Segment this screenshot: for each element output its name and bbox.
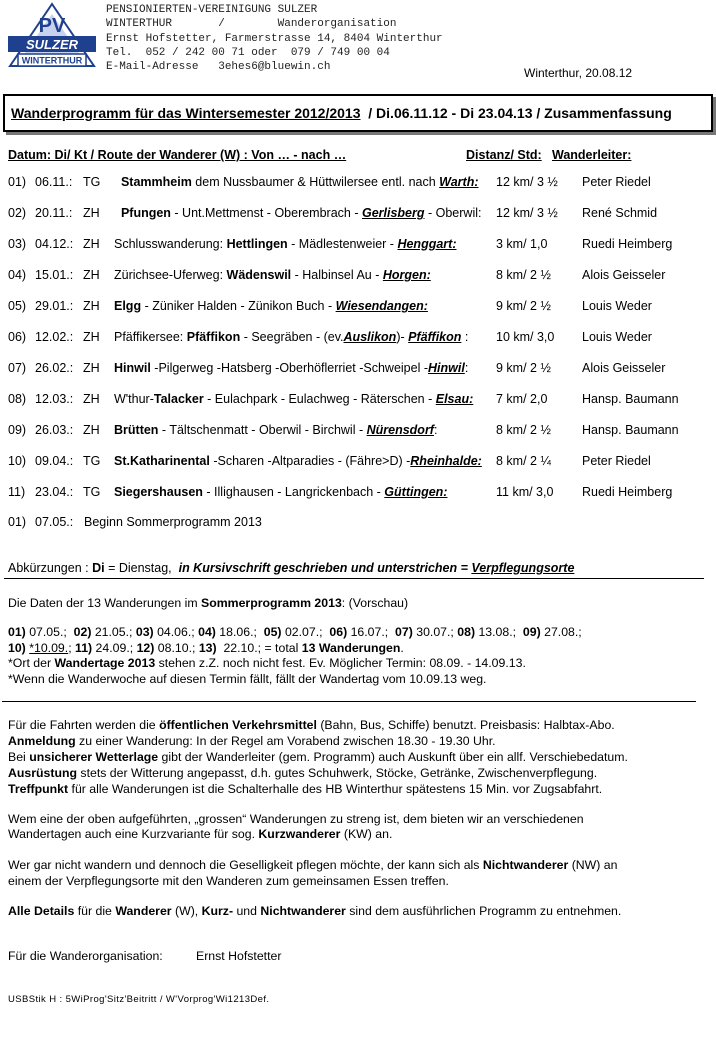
logo-sulzer-text: SULZER: [26, 37, 78, 52]
hike-number: 10): [8, 454, 27, 468]
kurz2-a: Wandertagen auch eine Kurzvariante für sog.: [8, 827, 259, 841]
info-registration: [8, 733, 496, 749]
summer-intro-b: Sommerprogramm 2013: [201, 596, 342, 610]
route-segment: Wart​h:: [439, 175, 479, 189]
text-segment: und: [233, 904, 261, 918]
hike-canton: TG: [83, 454, 101, 468]
hike-leader: Louis Weder: [582, 299, 652, 313]
hike-route: [114, 299, 428, 313]
text-segment: 07): [395, 625, 413, 639]
route-segment: -: [400, 330, 409, 344]
text-segment: 04): [198, 625, 216, 639]
info-meeting-point: [8, 781, 602, 797]
divider: [2, 701, 696, 702]
info-equipment: [8, 765, 597, 781]
hike-leader: René Schmid: [582, 206, 658, 220]
route-segment: - Illighausen - Langrickenbach -: [202, 485, 385, 499]
text-segment: 06): [329, 625, 348, 639]
route-segment: [114, 206, 121, 220]
hike-distance: 8 km/ 2 ½: [496, 268, 551, 282]
route-segment: - Seegräben -: [240, 330, 324, 344]
hike-route: [114, 485, 447, 499]
text-segment: 30.07.;: [412, 625, 458, 639]
abbrev-label: Abkürzungen :: [8, 561, 93, 575]
hike-number: 02): [8, 206, 27, 220]
route-segment: :: [433, 423, 438, 437]
text-segment: 21.05.;: [91, 625, 136, 639]
note1-a: *Ort der: [8, 656, 55, 670]
text-segment: Für die Fahrten werden die: [8, 718, 160, 732]
route-segment: Brütten: [114, 423, 159, 437]
hike-route: [114, 423, 437, 437]
hike-canton: ZH: [83, 423, 100, 437]
hike-date: 04.12.:: [35, 237, 74, 251]
route-segment: (ev.: [323, 330, 344, 344]
table-header-route: Datum: Di/ Kt / Route der Wanderer (W) : Von … - nach …: [8, 148, 347, 162]
text-segment: 07.05.;: [25, 625, 74, 639]
logo-winterthur-text: WINTERTHUR: [21, 55, 83, 66]
info-transport: [8, 717, 615, 733]
title-dates: / Di.06.11.12 - Di 23.04.13 / Zusammenfassung: [360, 105, 672, 121]
text-segment: Ausrüstung: [8, 766, 77, 780]
hike-date: 12.03.:: [35, 392, 74, 406]
summer-intro-c: : (Vorschau): [341, 596, 409, 610]
hike-date: 15.01.:: [35, 268, 74, 282]
note1-c: stehen z.Z. noch nicht fest. Ev. Möglicher Termin: 08.09. - 14.09.13.: [155, 656, 526, 670]
abbrev-italic-text: in Kursivschrift geschrieben und unterstrichen =: [178, 561, 472, 575]
text-segment: Wanderer: [115, 904, 172, 918]
route-segment: Gerlisberg: [361, 206, 425, 220]
text-segment: Alle Details: [8, 904, 75, 918]
text-segment: (Bahn, Bus, Schiffe) benutzt. Preisbasis: Halbtax-Abo.: [316, 718, 615, 732]
hike-distance: 11 km/ 3,0: [496, 485, 554, 499]
hike-leader: Hansp. Baumann: [582, 392, 679, 406]
route-segment: ): [396, 330, 401, 344]
extra-number: 01): [8, 515, 27, 529]
org-line: E-Mail-Adresse 3ehes6@bluewin.ch: [106, 61, 331, 74]
summer-dates-line-1: [8, 624, 582, 640]
hike-date: 09.04.:: [35, 454, 74, 468]
route-segment: Talacker: [153, 392, 204, 406]
title-main: Wanderprogramm für das Wintersemester 2012/2013: [11, 105, 361, 121]
text-segment: öffentlichen Verkehrsmittel: [159, 718, 317, 732]
hike-date: 29.01.:: [35, 299, 74, 313]
route-segment: Güttingen:: [384, 485, 448, 499]
hike-route: [114, 392, 473, 406]
hike-route: [114, 175, 479, 189]
hike-route: [114, 361, 468, 375]
text-segment: 01): [8, 625, 26, 639]
route-segment: Pfäffikon: [408, 330, 462, 344]
hike-distance: 10 km/ 3,0: [496, 330, 555, 344]
text-segment: für alle Wanderungen ist die Schalterhalle des HB Winterthur spätestens 15 Min. vor Zugsabfahrt.: [68, 782, 603, 796]
hike-canton: ZH: [83, 206, 100, 220]
text-segment: Bei: [8, 750, 30, 764]
hike-date: 12.02.:: [35, 330, 74, 344]
pv-sulzer-logo: [6, 2, 98, 68]
route-segment: dem Nussbaumer & Hüttwilersee entl. nach: [191, 175, 440, 189]
info-weather: [8, 749, 628, 765]
text-segment: zu einer Wanderung: In der Regel am Vorabend zwischen 18.30 - 19.30 Uhr.: [75, 734, 496, 748]
org-line: PENSIONIERTEN-VEREINIGUNG SULZER: [106, 4, 318, 16]
extra-text: Beginn Sommerprogramm 2013: [84, 515, 262, 529]
route-segment: Nürensdorf: [366, 423, 434, 437]
hike-number: 11): [8, 485, 26, 499]
hike-leader: Hansp. Baumann: [582, 423, 679, 437]
hike-distance: 9 km/ 2 ½: [496, 361, 551, 375]
summer-note-2: *Wenn die Wanderwoche auf diesen Termin fällt, fällt der Wandertag vom 10.09.13 weg.: [8, 672, 487, 686]
nicht-line-1: [8, 857, 617, 873]
route-segment: Schlusswanderung:: [114, 237, 227, 251]
signature-label: Für die Wanderorganisation:: [8, 949, 163, 963]
text-segment: 08): [457, 625, 476, 639]
title-box: [3, 94, 713, 132]
hike-number: 01): [8, 175, 27, 189]
text-segment: 05): [263, 625, 282, 639]
route-segment: Stammheim: [120, 175, 192, 189]
text-segment: *10.09.: [29, 641, 69, 655]
hike-distance: 8 km/ 2 ½: [496, 423, 551, 437]
hike-leader: Peter Riedel: [582, 454, 651, 468]
text-segment: 02): [73, 625, 92, 639]
hike-date: 20.11.:: [35, 206, 73, 220]
hike-distance: 8 km/ 2 ¼: [496, 454, 551, 468]
hike-canton: TG: [83, 485, 101, 499]
hike-leader: Ruedi Heimberg: [582, 485, 673, 499]
text-segment: stets der Witterung angepasst, d.h. gutes Schuhwerk, Stöcke, Getränke, Zwischenverpflegung.: [77, 766, 598, 780]
hike-distance: 12 km/ 3 ½: [496, 175, 558, 189]
route-segment: Hettlingen: [226, 237, 288, 251]
file-path-footer: USBStik H : 5WiProg'Sitz'Beitritt / W'Vorprog'Wi1213Def.: [8, 994, 270, 1005]
hike-canton: ZH: [83, 392, 100, 406]
abbrev-verpflegungsorte: Verpflegungsorte: [471, 561, 575, 575]
divider: [4, 578, 704, 579]
text-segment: gibt der Wanderleiter (gem. Programm) auch Auskunft über ein allf. Verschiebedatum.: [158, 750, 628, 764]
route-segment: -Scharen -Altparadies - (Fähre>D) -: [209, 454, 411, 468]
text-segment: 18.06.;: [215, 625, 264, 639]
text-segment: 22.10.; = total: [216, 641, 302, 655]
hike-number: 09): [8, 423, 27, 437]
hike-canton: ZH: [83, 299, 100, 313]
abbreviations-line: [8, 561, 574, 575]
summer-note-1: [8, 655, 526, 671]
text-segment: 13.08.;: [475, 625, 523, 639]
text-segment: sind dem ausführlichen Programm zu entnehmen.: [345, 904, 622, 918]
org-line: Ernst Hofstetter, Farmerstrasse 14, 8404 Winterthur: [106, 32, 443, 45]
hike-leader: Alois Geisseler: [582, 361, 666, 375]
hike-distance: 9 km/ 2 ½: [496, 299, 551, 313]
route-segment: - Eulachpark - Eulachweg - Räterschen -: [203, 392, 436, 406]
text-segment: Anmeldung: [8, 734, 76, 748]
nicht1-a: Wer gar nicht wandern und dennoch die Geselligkeit pflegen möchte, der kann sich als: [8, 858, 483, 872]
route-segment: Rheinhalde:: [410, 454, 482, 468]
hike-distance: 12 km/ 3 ½: [496, 206, 558, 220]
hike-number: 05): [8, 299, 27, 313]
text-segment: ;: [68, 641, 76, 655]
hike-canton: ZH: [83, 330, 100, 344]
summer-intro: [8, 595, 408, 611]
text-segment: 03): [135, 625, 154, 639]
text-segment: 27.08.;: [540, 625, 582, 639]
text-segment: unsicherer Wetterlage: [29, 750, 159, 764]
hike-number: 07): [8, 361, 27, 375]
text-segment: 04.06.;: [153, 625, 199, 639]
text-segment: für die: [74, 904, 116, 918]
summer-dates-line-2: [8, 640, 404, 656]
table-header-leader: Wanderleiter:: [552, 148, 632, 162]
route-segment: Horgen:: [382, 268, 431, 282]
kurz-line-1: Wem eine der oben aufgeführten, „grossen“ Wanderungen zu streng ist, dem bieten wir an verschiedenen: [8, 812, 584, 826]
org-address-block: [106, 3, 443, 74]
route-segment: [114, 175, 121, 189]
abbrev-di: Di: [92, 561, 105, 575]
text-segment: .: [400, 641, 404, 655]
hike-route: [114, 206, 481, 220]
text-segment: 10): [8, 641, 26, 655]
nicht1-c: (NW) an: [568, 858, 618, 872]
text-segment: 13 Wanderungen: [301, 641, 401, 655]
route-segment: Hinwil: [428, 361, 465, 375]
route-segment: St.Katharinental: [114, 454, 210, 468]
route-segment: Siegershausen: [114, 485, 203, 499]
text-segment: 02.07.;: [281, 625, 330, 639]
summer-intro-a: Die Daten der 13 Wanderungen im: [8, 596, 201, 610]
route-segment: Zürichsee-Uferweg:: [114, 268, 227, 282]
text-segment: Kurz-: [201, 904, 234, 918]
kurz2-b: Kurzwanderer: [258, 827, 341, 841]
hike-route: [114, 268, 431, 282]
note1-b: Wandertage 2013: [54, 656, 156, 670]
route-segment: - Mädlestenweier -: [287, 237, 398, 251]
text-segment: (W),: [171, 904, 202, 918]
route-segment: W'thur-: [114, 392, 154, 406]
hike-leader: Peter Riedel: [582, 175, 651, 189]
hike-canton: TG: [83, 175, 101, 189]
page-title: [11, 105, 672, 121]
route-segment: Pfungen: [120, 206, 171, 220]
route-segment: Hinwil: [114, 361, 151, 375]
hike-canton: ZH: [83, 268, 100, 282]
hike-date: 23.04.:: [35, 485, 74, 499]
text-segment: 08.10.;: [154, 641, 199, 655]
route-segment: Henggart:: [397, 237, 457, 251]
route-segment: :: [461, 330, 469, 344]
org-line: Tel. 052 / 242 00 71 oder 079 / 749 00 04: [106, 46, 390, 59]
text-segment: Nichtwanderer: [260, 904, 346, 918]
route-segment: - Züniker Halden - Zünikon Buch -: [141, 299, 336, 313]
text-segment: 09): [522, 625, 541, 639]
route-segment: -Pilgerweg -Hatsberg -Oberhöflerriet -Schweipel -: [150, 361, 428, 375]
hike-date: 26.03.:: [35, 423, 74, 437]
text-segment: 13): [198, 641, 217, 655]
text-segment: 24.09.;: [92, 641, 137, 655]
hike-number: 08): [8, 392, 27, 406]
hike-distance: 3 km/ 1,0: [496, 237, 548, 251]
route-segment: :: [478, 206, 482, 220]
hike-number: 06): [8, 330, 27, 344]
city-date: Winterthur, 20.08.12: [524, 66, 633, 80]
route-segment: Auslikon: [343, 330, 397, 344]
route-segment: - Tältschenmatt - Oberwil - Birchwil -: [158, 423, 367, 437]
kurz2-c: (KW) an.: [340, 827, 393, 841]
hike-leader: Alois Geisseler: [582, 268, 666, 282]
text-segment: 11): [75, 641, 93, 655]
hike-distance: 7 km/ 2,0: [496, 392, 548, 406]
org-line: WINTERTHUR / Wanderorganisation: [106, 18, 397, 31]
route-segment: :: [464, 361, 469, 375]
route-segment: Elsau:: [435, 392, 474, 406]
kurz-line-2: [8, 826, 392, 842]
route-segment: - Halbinsel Au -: [291, 268, 383, 282]
text-segment: 12): [136, 641, 155, 655]
hike-date: 06.11.:: [35, 175, 73, 189]
route-segment: -: [424, 206, 436, 220]
text-segment: 16.07.;: [347, 625, 396, 639]
route-segment: Wädenswil: [226, 268, 292, 282]
nicht-line-2: einem der Verpflegungsorte mit den Wanderen zum gemeinsamen Essen treffen.: [8, 874, 449, 888]
details-line: [8, 903, 621, 919]
hike-number: 04): [8, 268, 27, 282]
hike-route: [114, 454, 482, 468]
hike-route: [114, 237, 456, 251]
nicht1-b: Nichtwanderer: [482, 858, 569, 872]
hike-leader: Ruedi Heimberg: [582, 237, 673, 251]
table-header-distance-label: Distanz/ Std:: [466, 148, 542, 162]
route-segment: Elgg: [114, 299, 142, 313]
route-segment: Pfäffikersee:: [114, 330, 187, 344]
abbrev-di-text: = Dienstag,: [104, 561, 179, 575]
route-segment: Wiesendangen:: [335, 299, 428, 313]
route-segment: Pfäffikon: [186, 330, 241, 344]
route-segment: - Unt.Mettmenst - Oberembrach -: [170, 206, 362, 220]
hike-leader: Louis Weder: [582, 330, 652, 344]
hike-canton: ZH: [83, 361, 100, 375]
hike-number: 03): [8, 237, 27, 251]
hike-canton: ZH: [83, 237, 100, 251]
hike-route: [114, 330, 468, 344]
hike-date: 26.02.:: [35, 361, 74, 375]
extra-date: 07.05.:: [35, 515, 74, 529]
logo-pv-text: PV: [38, 15, 66, 37]
route-segment: Oberwil: [435, 206, 478, 220]
signature-name: Ernst Hofstetter: [196, 949, 282, 963]
text-segment: Treffpunkt: [8, 782, 69, 796]
